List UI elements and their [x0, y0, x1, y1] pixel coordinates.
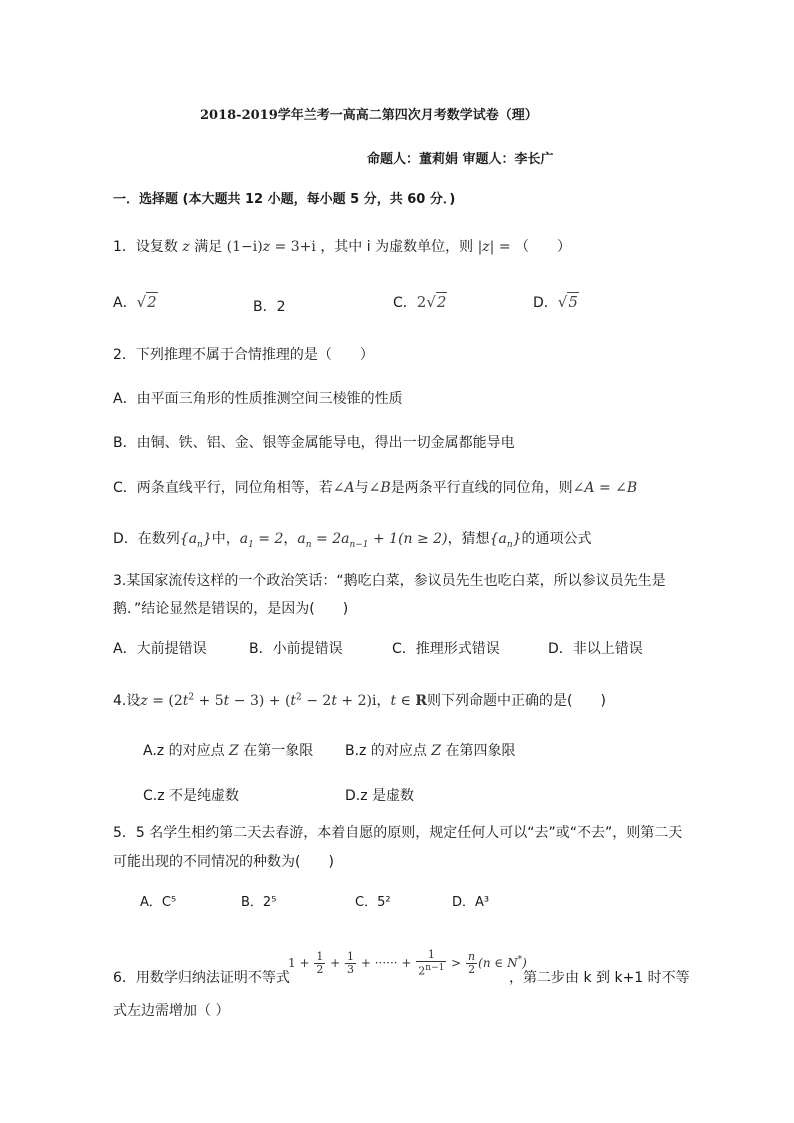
question-1-stem: [113, 236, 571, 256]
q2-option-a[interactable]: A．由平面三角形的性质推测空间三棱锥的性质: [113, 391, 403, 407]
q1-end: （ ）: [515, 239, 572, 255]
exam-title: 2018-2019学年兰考一高高二第四次月考数学试卷（理）: [200, 108, 538, 123]
q3-option-b[interactable]: B．小前提错误: [249, 641, 343, 657]
q3-option-d[interactable]: D．非以上错误: [548, 641, 643, 657]
q4-equation: $z = (2t^2 + 5t - 3) + (t^2 - 2t + 2)i$: [140, 692, 377, 709]
q4b-end: 在第四象限: [445, 743, 516, 759]
t-in-r: t ∈ R: [390, 693, 427, 709]
q2d-tail: 的通项公式: [521, 531, 592, 547]
q2c-mid2: 是两条平行直线的同位角，则: [390, 480, 573, 496]
two-sqrt-2: 2√2: [416, 293, 447, 311]
q5-option-b[interactable]: B．2⁵: [241, 895, 277, 910]
sqrt-5: √5: [557, 293, 578, 311]
q4-mid: ，: [376, 693, 391, 709]
option-label: C．: [393, 295, 417, 311]
angle-eq: ∠A = ∠B: [572, 480, 638, 496]
math-abs-z: |z| =: [477, 239, 511, 255]
q4-end: 则下列命题中正确的是( ): [427, 693, 606, 709]
option-label: A．: [113, 295, 137, 311]
question-2-stem: 2．下列推理不属于合情推理的是（ ）: [113, 347, 374, 363]
frac-n-2: $\frac{n}{2}$: [468, 949, 476, 976]
q4-option-a[interactable]: [143, 740, 313, 760]
q3-option-a[interactable]: A．大前提错误: [113, 641, 207, 657]
q1-prefix: 1．设复数: [113, 239, 178, 255]
question-4-stem: [113, 690, 606, 710]
q4-option-d[interactable]: D.z 是虚数: [345, 788, 415, 804]
q1-mid1: 满足: [194, 239, 223, 255]
option-label: D．: [533, 295, 558, 311]
question-6-line2: 式左边需增加（ ）: [113, 1003, 230, 1019]
q1-option-a[interactable]: [113, 292, 158, 312]
q1-option-d[interactable]: [533, 292, 579, 312]
section-heading: 一．选择题 (本大题共 12 小题，每小题 5 分，共 60 分．): [113, 192, 456, 207]
sqrt-2: √2: [136, 293, 157, 311]
q4a-end: 在第一象限: [243, 743, 314, 759]
exam-authors: 命题人：董莉娟 审题人：李长广: [367, 152, 554, 167]
frac-1-2: $\frac{1}{2}$: [316, 949, 324, 976]
point-z: Z: [229, 743, 239, 759]
question-3-line1: 3.某国家流传这样的一个政治笑话：“鹅吃白菜，参议员先生也吃白菜，所以参议员先生是: [113, 573, 666, 589]
question-3-line2: 鹅．”结论显然是错误的，是因为( ): [113, 601, 349, 617]
q5-option-c[interactable]: C．5²: [355, 895, 391, 910]
a1-eq: $a_1 = 2$: [239, 531, 284, 550]
point-z: Z: [431, 743, 442, 759]
q4a-label: A.z 的对应点: [143, 743, 225, 759]
q1-option-c[interactable]: [393, 292, 447, 312]
question-6-prefix: 6．用数学归纳法证明不等式: [113, 970, 290, 986]
q2-option-b[interactable]: B．由铜、铁、铝、金、银等金属能导电，得出一切金属都能导电: [113, 435, 515, 451]
q2d-end: ，猜想: [447, 531, 490, 547]
q5-option-a[interactable]: A．C⁵: [140, 895, 177, 910]
q2d-mid2: ，: [283, 531, 298, 547]
q2d-prefix: D．在数列: [113, 531, 180, 547]
q6-inequality: 1 + $\frac{1}{2}$ + $\frac{1}{3}$ + ······ + $\frac{1}{2^{n-1}}$ > $\frac{n}{2}$ (n ∈ N*): [288, 948, 527, 978]
q2d-mid1: 中，: [211, 531, 240, 547]
frac-1-2n: $\frac{1}{2^{n-1}}$: [418, 948, 445, 978]
math-z: z: [182, 239, 190, 255]
q3-option-c[interactable]: C．推理形式错误: [392, 641, 500, 657]
q4-option-c[interactable]: C.z 不是纯虚数: [143, 788, 240, 804]
q1-mid2: ，其中 i 为虚数单位，则: [320, 239, 474, 255]
question-5-line2: 可能出现的不同情况的种数为( ): [113, 854, 334, 870]
q2c-mid1: 与: [354, 480, 369, 496]
q4-prefix: 4.设: [113, 693, 141, 709]
angle-b: ∠B: [368, 480, 391, 496]
question-6-suffix: ，第二步由 k 到 k+1 时不等: [509, 970, 690, 986]
q2c-prefix: C．两条直线平行，同位角相等，若: [113, 480, 333, 496]
q5-option-d[interactable]: D．A³: [452, 895, 490, 910]
seq-an-2: $\{a_n\}$: [489, 531, 522, 550]
seq-an: $\{a_n\}$: [179, 531, 212, 550]
question-5-line1: 5．5 名学生相约第二天去春游，本着自愿的原则，规定任何人可以“去”或“不去”，则第二天: [113, 825, 683, 841]
q4-option-b[interactable]: [345, 740, 516, 760]
q2-option-c[interactable]: [113, 477, 637, 497]
angle-a: ∠A: [332, 480, 355, 496]
q4b-label: B.z 的对应点: [345, 743, 427, 759]
q2-option-d[interactable]: [113, 528, 592, 550]
q1-option-b[interactable]: B．2: [253, 299, 286, 315]
math-equation: (1−i)z = 3+i: [226, 239, 316, 255]
frac-1-3: $\frac{1}{3}$: [347, 949, 355, 976]
recurrence: $a_n = 2a_{n-1} + 1(n \ge 2)$: [297, 531, 448, 550]
